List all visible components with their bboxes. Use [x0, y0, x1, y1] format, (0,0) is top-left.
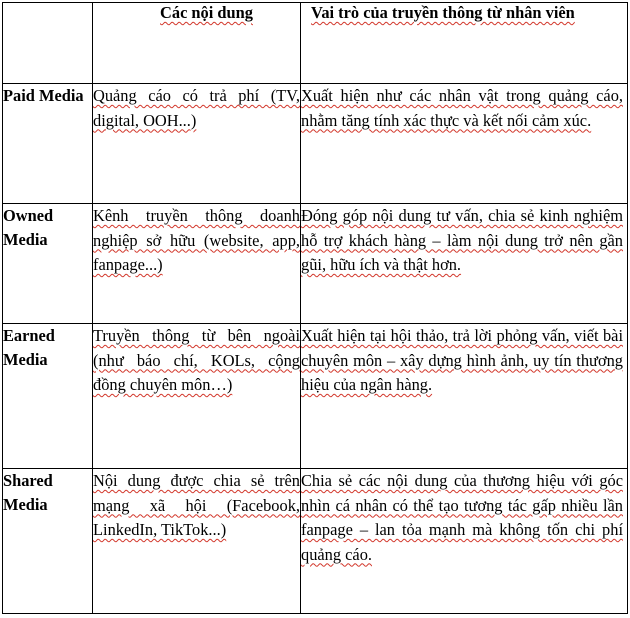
table-row-earned-media: [3, 324, 628, 469]
table-header-row: [3, 3, 628, 84]
role-text: Xuất hiện như các nhân vật trong quảng cáo, nhằm tăng tính xác thực và kết nối cảm xúc.: [301, 86, 623, 130]
content-cell: [93, 84, 301, 204]
role-text: Chia sẻ các nội dung của thương hiệu với góc nhìn cá nhân có thể tạo tương tác gấp nhiều lần fanpage – lan tỏa mạnh mà không tốn chi phí quảng cáo.: [301, 471, 623, 564]
media-roles-table: [2, 2, 628, 614]
row-label-cell: [3, 204, 93, 324]
role-cell: [301, 84, 628, 204]
header-role-label: Vai trò của truyền thông từ nhân viên: [311, 3, 575, 22]
content-text: Quảng cáo có trả phí (TV, digital, OOH...): [93, 86, 300, 130]
table-row-shared-media: [3, 469, 628, 614]
role-cell: [301, 469, 628, 614]
header-corner-cell: [3, 3, 93, 84]
row-label-cell: [3, 84, 93, 204]
content-text: Nội dung được chia sẻ trên mạng xã hội (Facebook, LinkedIn, TikTok...): [93, 471, 300, 539]
row-label: Paid Media: [3, 86, 84, 105]
row-label: Shared Media: [3, 471, 53, 514]
row-label: Earned Media: [3, 326, 55, 369]
role-cell: [301, 324, 628, 469]
content-text: Kênh truyền thông doanh nghiệp sở hữu (website, app, fanpage...): [93, 206, 300, 274]
row-label: Owned Media: [3, 206, 54, 249]
header-content-label: Các nội dung: [160, 3, 253, 22]
content-cell: [93, 469, 301, 614]
header-role-column: [301, 3, 628, 84]
table-row-paid-media: [3, 84, 628, 204]
row-label-cell: [3, 324, 93, 469]
role-text: Đóng góp nội dung tư vấn, chia sẻ kinh nghiệm hỗ trợ khách hàng – làm nội dung trở nên gần gũi, hữu ích và thật hơn.: [301, 206, 623, 274]
row-label-cell: [3, 469, 93, 614]
role-text: Xuất hiện tại hội thảo, trả lời phỏng vấn, viết bài chuyên môn – xây dựng hình ảnh, uy tín thương hiệu của ngân hàng.: [301, 326, 623, 394]
content-cell: [93, 204, 301, 324]
role-cell: [301, 204, 628, 324]
content-text: Truyền thông từ bên ngoài (như báo chí, KOLs, cộng đồng chuyên môn…): [93, 326, 300, 394]
table-row-owned-media: [3, 204, 628, 324]
content-cell: [93, 324, 301, 469]
header-content-column: [93, 3, 301, 84]
